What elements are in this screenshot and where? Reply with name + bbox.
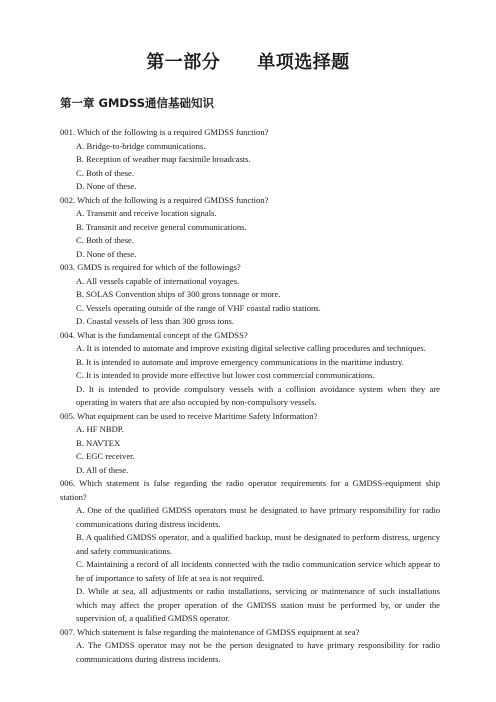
answer-option: A. The GMDSS operator may not be the person designated to have primary responsibility for radio communications during distress incidents.: [76, 640, 440, 664]
answer-option: C. EGC receiver.: [76, 451, 135, 461]
answer-option: A. Transmit and receive location signals.: [76, 208, 217, 218]
answer-option: A. One of the qualified GMDSS operators must be designated to have primary responsibility for radio communications during distress incidents.: [76, 505, 440, 529]
question-text: 006. Which statement is false regarding the radio operator requirements for a GMDSS-equipment ship station?: [60, 478, 440, 502]
question-text: 005. What equipment can be used to receive Maritime Safety Information?: [60, 410, 318, 421]
question-text: 004. What is the fundamental concept of the GMDSS?: [60, 329, 248, 340]
answer-option: D. Coastal vessels of less than 300 gross tons.: [76, 316, 235, 326]
answer-option: A. It is intended to automate and improve existing digital selective calling procedures and techniques.: [76, 343, 426, 353]
answer-option: D. It is intended to provide compulsory vessels with a collision avoidance system when they are operating in waters that are also occupied by non-compulsory vessels.: [76, 383, 440, 407]
answer-option: D. While at sea, all adjustments or radio installations, servicing or maintenance of such installations which may affect the proper operation of the GMDSS station must be performed by, or under the supervision of, a qualified GMDSS operator.: [76, 586, 440, 623]
answer-option: C. Maintaining a record of all incidents connected with the radio communication service which appear to be of importance to safety of life at sea is not required.: [76, 559, 440, 583]
question-text: 003. GMDS is required for which of the followings?: [60, 262, 241, 272]
answer-option: B. SOLAS Convention ships of 300 gross tonnage or more.: [76, 289, 281, 299]
answer-option: A. All vessels capable of international voyages.: [76, 275, 240, 286]
answer-option: C. Vessels operating outside of the range of VHF coastal radio stations.: [76, 302, 321, 313]
answer-option: B. Transmit and receive general communications.: [76, 221, 247, 232]
answer-option: C. Both of these.: [76, 167, 135, 178]
chapter-heading: 第一章 GMDSS通信基础知识: [60, 96, 214, 110]
question-list: [60, 126, 440, 666]
answer-option: B. A qualified GMDSS operator, and a qualified backup, must be designated to perform distress, urgency and safety communications.: [76, 532, 440, 556]
question-text: 001. Which of the following is a required GMDSS function?: [60, 127, 269, 137]
answer-option: C. Both of these.: [76, 235, 135, 245]
answer-option: D. None of these.: [76, 248, 137, 259]
answer-option: B. Reception of weather map facsimile broadcasts.: [76, 154, 251, 164]
answer-option: D. None of these.: [76, 181, 137, 191]
answer-option: D. All of these.: [76, 464, 129, 475]
question-text: 002. Which of the following is a required GMDSS function?: [60, 194, 269, 205]
answer-option: A. Bridge-to-bridge communications.: [76, 140, 206, 151]
answer-option: C. It is intended to provide more effective but lower cost commercial communications.: [76, 370, 375, 380]
answer-option: B. It is intended to automate and improve emergency communications in the maritime industry.: [76, 356, 404, 367]
question-text: 007. Which statement is false regarding the maintenance of GMDSS equipment at sea?: [60, 626, 360, 637]
page-title: 第一部分 单项选择题: [146, 52, 350, 73]
answer-option: B. NAVTEX: [76, 437, 121, 448]
answer-option: A. HF NBDP.: [76, 424, 124, 434]
